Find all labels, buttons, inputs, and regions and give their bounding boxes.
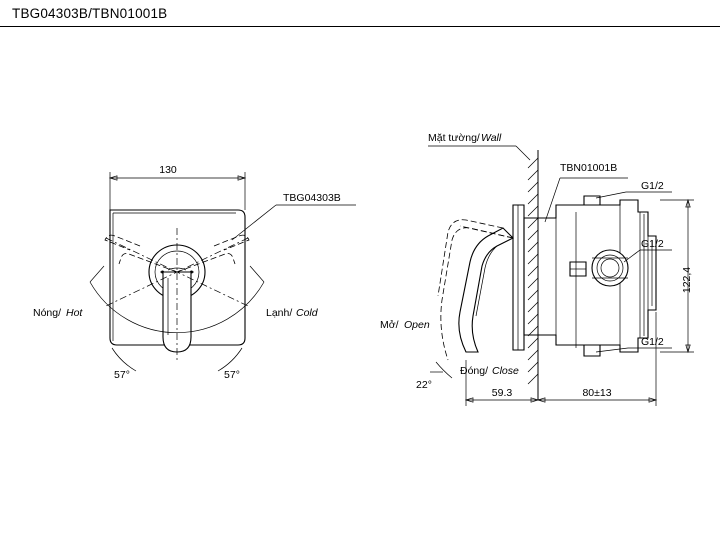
svg-text:Lạnh/: Lạnh/: [266, 307, 293, 319]
center-outlet-port: [592, 250, 628, 286]
label-close: [460, 365, 519, 377]
escutcheon-side: [513, 205, 524, 350]
svg-text:Close: Close: [492, 365, 519, 377]
callout-wall: [428, 132, 530, 160]
dim-height-label: 122,4: [681, 266, 693, 294]
wall-line: [528, 150, 538, 400]
dim-depth-back-label: 80±13: [582, 387, 612, 399]
callout-port-top: [596, 180, 672, 198]
svg-text:Open: Open: [404, 319, 430, 331]
callout-tbn01001b-label: TBN01001B: [560, 162, 618, 174]
angle-open-label: 22°: [416, 379, 432, 391]
angle-right-label: 57°: [224, 369, 240, 381]
svg-text:Nóng/: Nóng/: [33, 307, 62, 319]
page-title: TBG04303B/TBN01001B: [12, 6, 168, 21]
right-section-view: [380, 132, 694, 406]
valve-rib-detail: [640, 212, 652, 338]
port-bottom-label: G1/2: [641, 336, 664, 348]
title-divider: [0, 26, 720, 27]
callout-port-bottom: [596, 336, 672, 352]
svg-text:Cold: Cold: [296, 307, 318, 319]
dim-width-130: [110, 164, 245, 210]
port-top-label: G1/2: [641, 180, 664, 192]
callout-tbg04303b: [232, 192, 356, 240]
svg-text:Hot: Hot: [66, 307, 83, 319]
dim-depth-front-label: 59.3: [491, 387, 513, 399]
port-bottom-stub: [584, 345, 600, 356]
dim-width-label: 130: [159, 164, 177, 176]
callout-tbg04303b-label: TBG04303B: [283, 192, 341, 204]
valve-body: [524, 200, 656, 352]
dim-depth-group: [466, 312, 656, 406]
svg-text:Mở/: Mở/: [380, 319, 399, 331]
callout-tbn01001b: [545, 162, 628, 222]
lever-handle-side: [459, 228, 513, 352]
port-mid-label: G1/2: [641, 238, 664, 250]
svg-text:Wall: Wall: [481, 132, 502, 144]
label-open: [380, 319, 430, 331]
svg-text:Mặt tường/: Mặt tường/: [428, 132, 480, 144]
left-front-view: [33, 164, 356, 381]
label-cold: [266, 307, 319, 319]
dim-height-1224: [660, 200, 694, 352]
label-hot: [33, 307, 83, 319]
svg-text:Đóng/: Đóng/: [460, 365, 489, 377]
angle-left-label: 57°: [114, 369, 130, 381]
